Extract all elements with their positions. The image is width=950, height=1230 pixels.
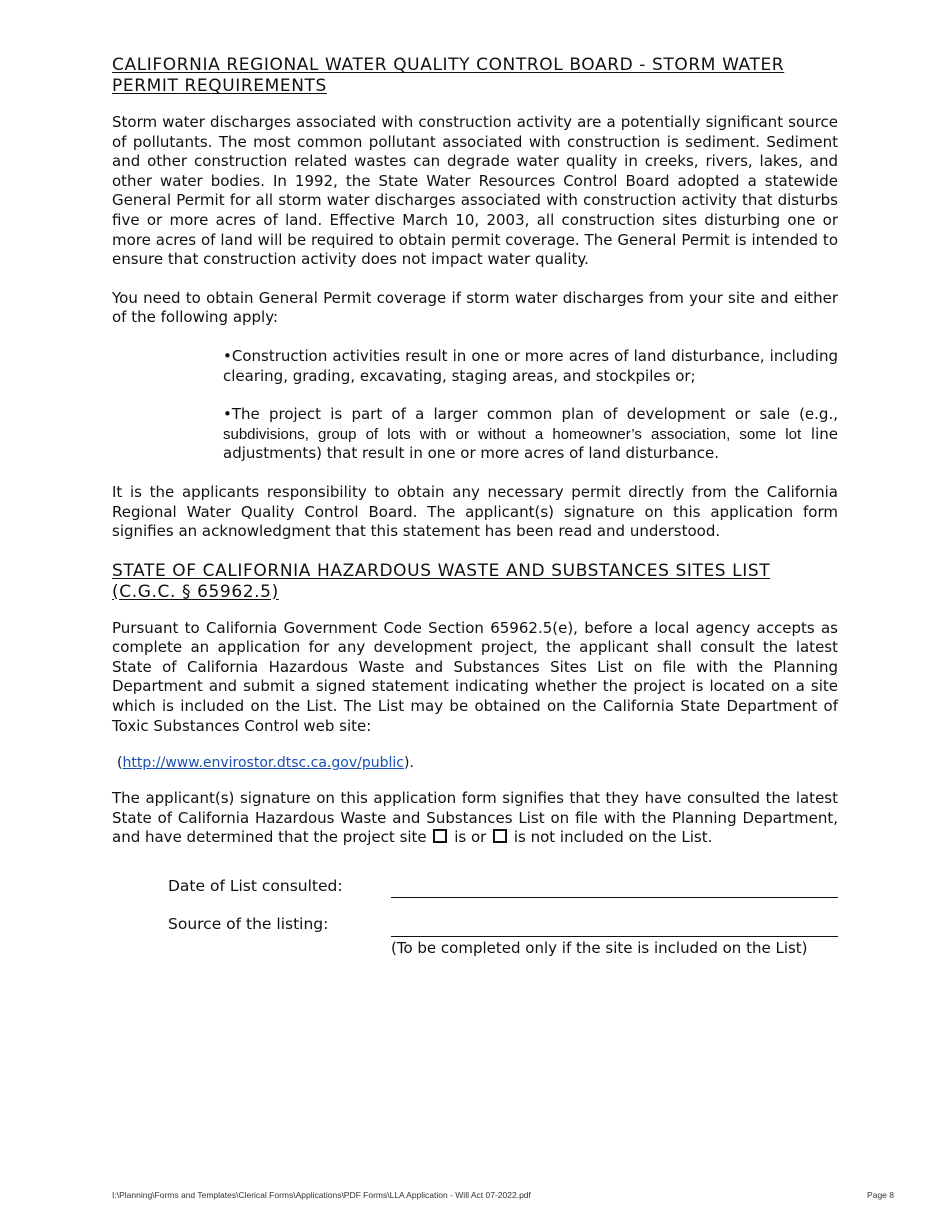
bullet-construction-activities: •Construction activities result in one or more acres of land disturbance, including clearing, grading, excavating, staging areas, and stockpiles or; (223, 346, 838, 385)
envirostor-link-line: (http://www.envirostor.dtsc.ca.gov/public). (117, 755, 414, 772)
bullet-common-plan: •The project is part of a larger common plan of development or sale (e.g., subdivisions, group of lots with or without a homeowner’s association, some lot line adjustments) that result in one or more acres of land disturbance. (223, 405, 838, 463)
footer-file-path: I:\Planning\Forms and Templates\Clerical Forms\Applications\PDF Forms\LLA Application - Will Act 07-2022.pdf (112, 1190, 531, 1200)
envirostor-link[interactable]: http://www.envirostor.dtsc.ca.gov/public (122, 755, 404, 772)
government-code-paragraph: Pursuant to California Government Code Section 65962.5(e), before a local agency accepts as complete an application for any development project, the applicant shall consult the latest State of California Hazardous Waste and Substances Sites List on file with the Planning Department and submit a signed statement indicating whether the project is located on a site which is included on the List. The List may be obtained on the California State Department of Toxic Substances Control web site: (112, 618, 838, 735)
page-content (112, 55, 838, 965)
page-number: Page 8 (867, 1190, 894, 1200)
source-listing-input-line[interactable] (391, 936, 838, 937)
completion-note: (To be completed only if the site is included on the List) (391, 939, 808, 958)
is-included-checkbox[interactable] (433, 829, 447, 843)
source-listing-field (112, 905, 838, 965)
is-not-included-checkbox[interactable] (493, 829, 507, 843)
hazardous-waste-heading: STATE OF CALIFORNIA HAZARDOUS WASTE AND SUBSTANCES SITES LIST (C.G.C. § 65962.5) (112, 560, 771, 602)
permit-coverage-paragraph: You need to obtain General Permit coverage if storm water discharges from your site and either of the following apply: (112, 288, 838, 327)
storm-water-heading: CALIFORNIA REGIONAL WATER QUALITY CONTROL BOARD - STORM WATER PERMIT REQUIREMENTS (112, 55, 785, 96)
applicant-responsibility-paragraph: It is the applicants responsibility to obtain any necessary permit directly from the California Regional Water Quality Control Board. The applicant(s) signature on this application form signifies an acknowledgment that this statement has been read and understood. (112, 482, 838, 541)
site-determination-paragraph: The applicant(s) signature on this application form signifies that they have consulted the latest State of California Hazardous Waste and Substances List on file with the Planning Department, and have determined that the project site is or is not included on the List. (112, 789, 838, 847)
storm-water-intro-paragraph: Storm water discharges associated with construction activity are a potentially significant source of pollutants. The most common pollutant associated with construction is sediment. Sediment and other construction related wastes can degrade water quality in creeks, rivers, lakes, and other water bodies. In 1992, the State Water Resources Control Board adopted a statewide General Permit for all storm water discharges associated with construction activity that disturbs five or more acres of land. Effective March 10, 2003, all construction sites disturbing one or more acres of land will be required to obtain permit coverage. The General Permit is intended to ensure that construction activity does not impact water quality. (112, 113, 838, 269)
date-consulted-input-line[interactable] (391, 897, 838, 898)
date-consulted-label: Date of List consulted: (168, 877, 343, 896)
date-consulted-field (112, 867, 838, 905)
source-listing-label: Source of the listing: (168, 915, 329, 934)
